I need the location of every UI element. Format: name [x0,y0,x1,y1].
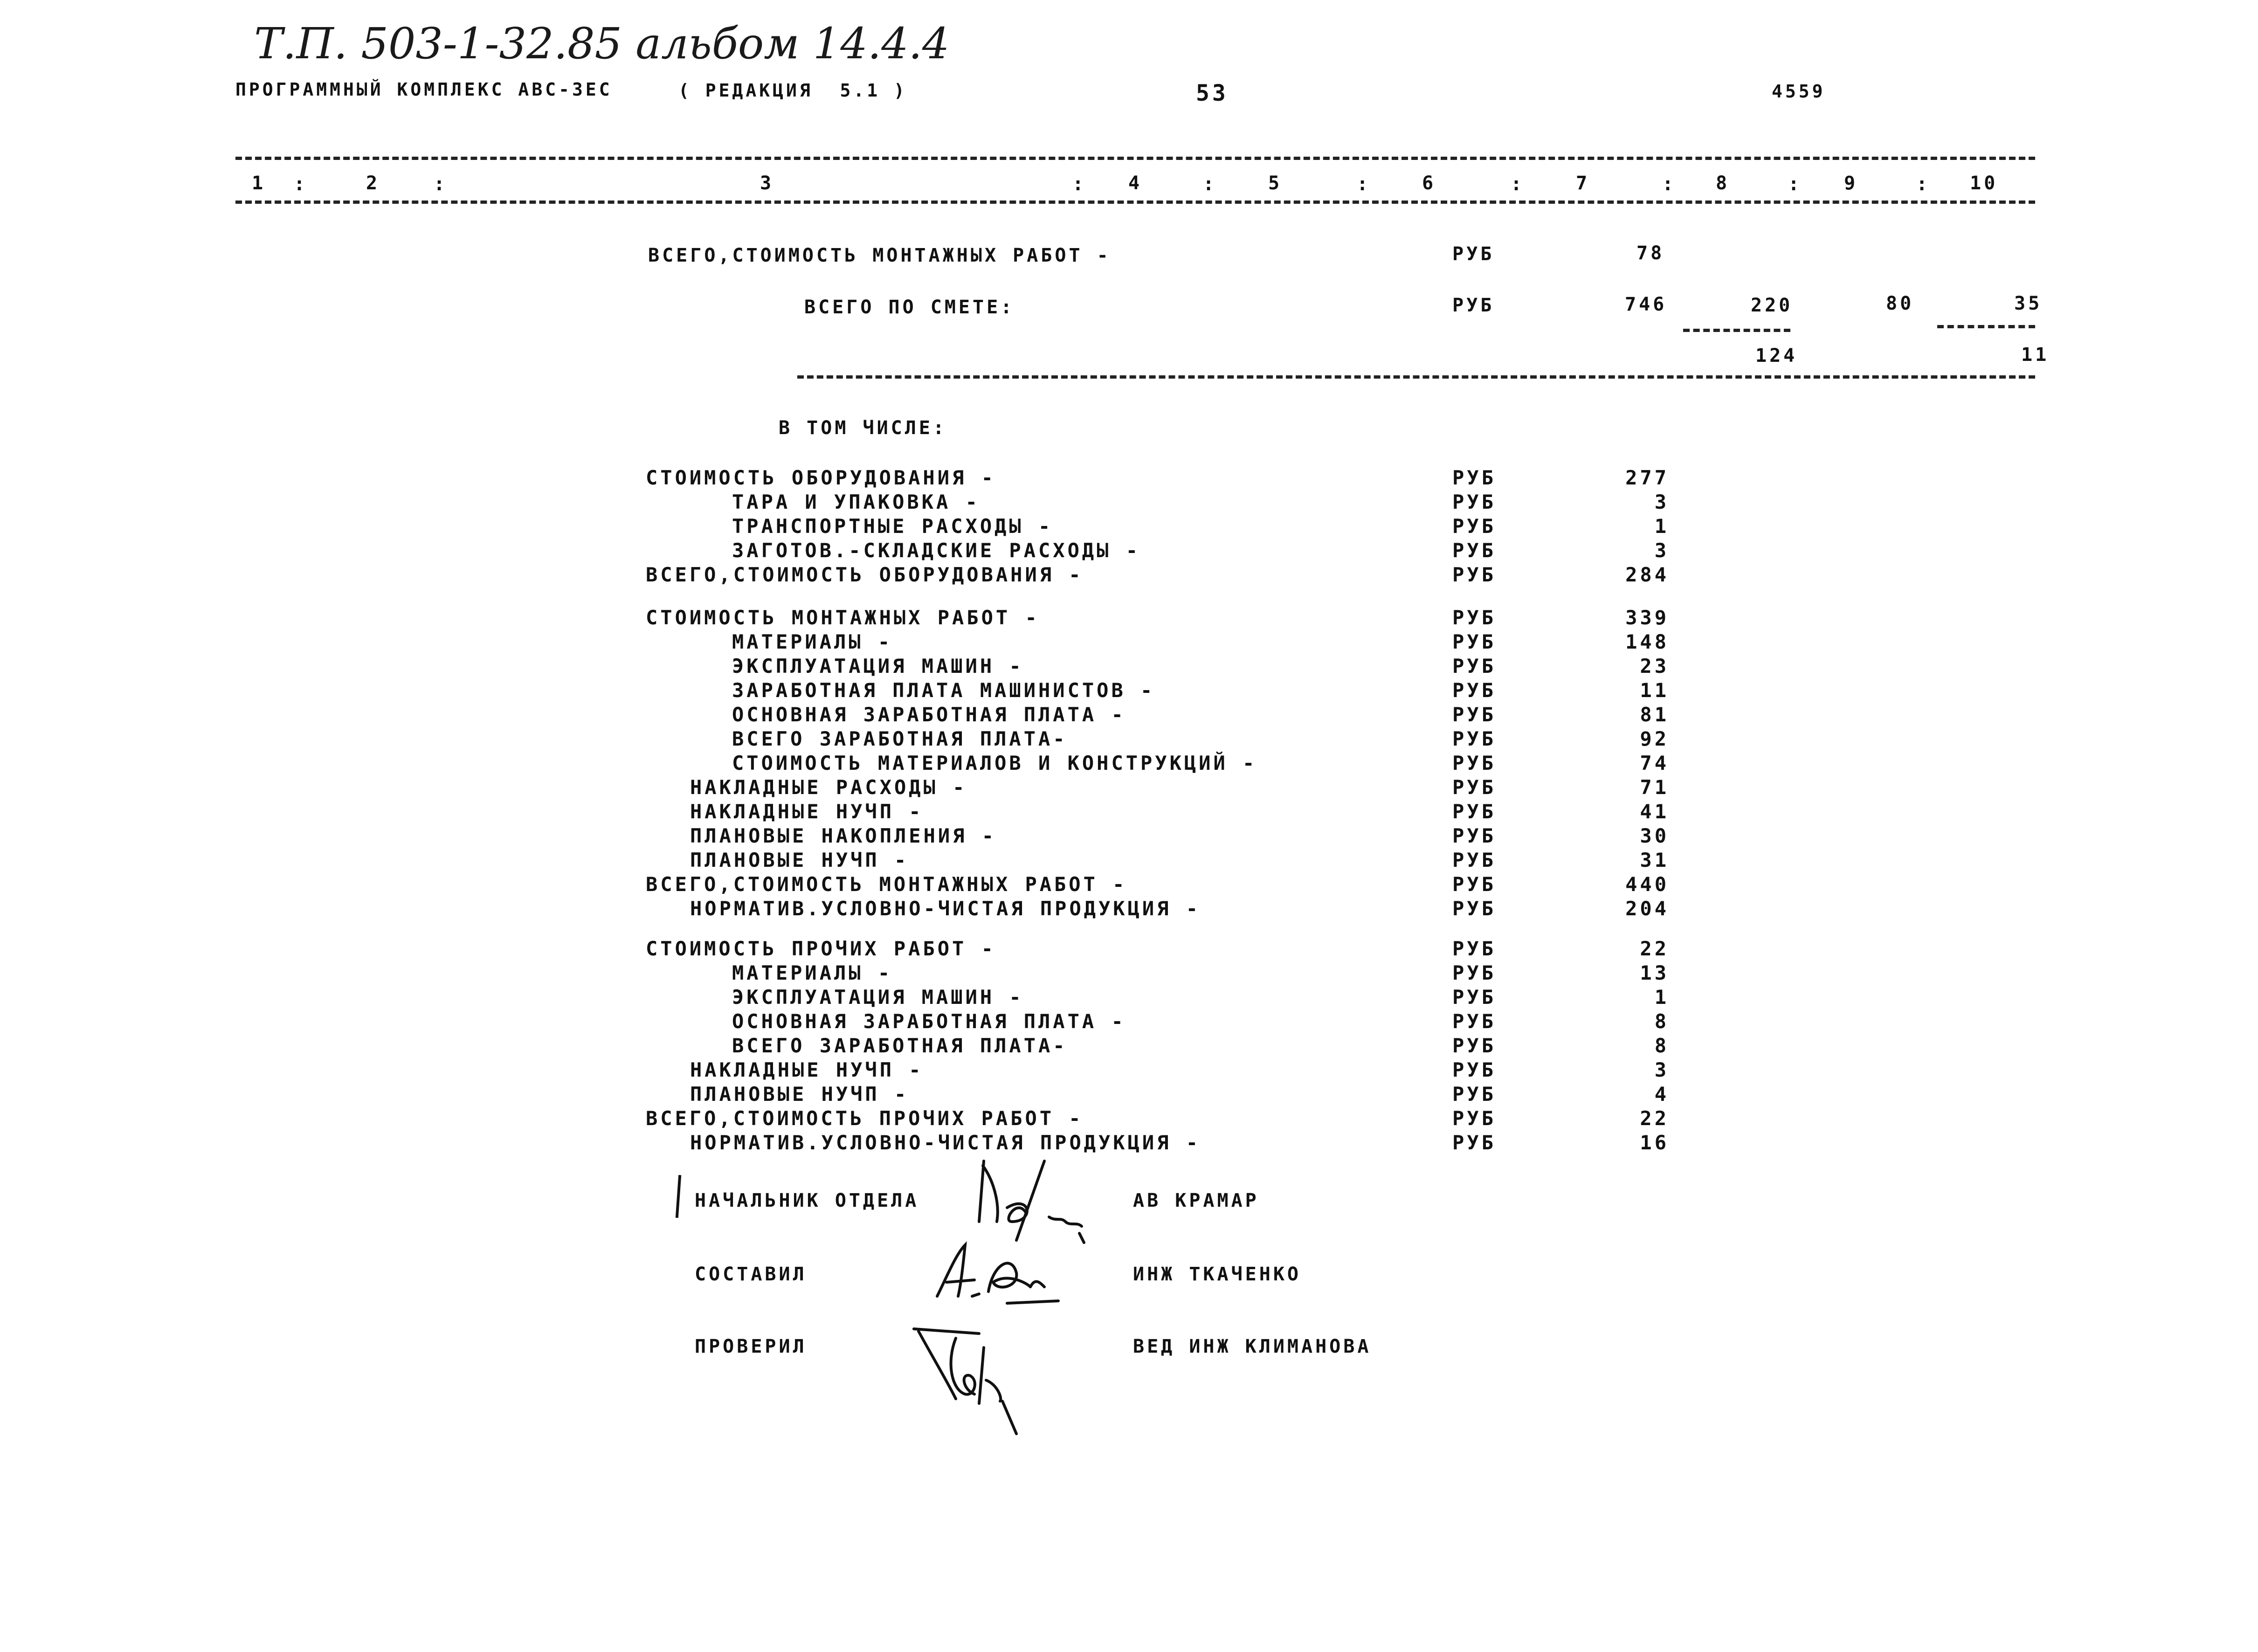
signature-role-head: НАЧАЛЬНИК ОТДЕЛА [695,1190,919,1211]
row-value: 204 [1625,897,1669,920]
row-value: 74 [1640,752,1669,774]
column-9-value: 80 [1886,293,1914,314]
header-top-rule [235,157,2035,160]
row-unit: РУБ [1452,539,1496,562]
row-value: 440 [1625,873,1669,896]
row-label: ВСЕГО,СТОИМОСТЬ МОНТАЖНЫХ РАБОТ - [646,873,1127,896]
row-value: 284 [1625,563,1669,586]
header-bottom-rule [235,200,2035,204]
row-label: ВСЕГО ЗАРАБОТНАЯ ПЛАТА- [732,1034,1068,1057]
document-number: 4559 [1772,81,1826,102]
row-unit: РУБ [1452,515,1496,538]
column-number-10: 10 [1970,173,1998,194]
estimate-total-unit: РУБ [1452,295,1495,316]
row-unit: РУБ [1452,703,1496,726]
row-unit: РУБ [1452,824,1496,847]
row-label: НАКЛАДНЫЕ НУЧП - [690,1058,924,1081]
row-value: 339 [1625,606,1669,629]
row-unit: РУБ [1452,466,1496,489]
row-label: ЗАРАБОТНАЯ ПЛАТА МАШИНИСТОВ - [732,679,1155,702]
handwritten-signature-checker [909,1320,1021,1441]
column-number-3: 3 [760,173,774,194]
row-value: 81 [1640,703,1669,726]
handwritten-signature-head [974,1152,1133,1245]
column-number-2: 2 [366,173,380,194]
signature-name-compiler: ИНЖ ТКАЧЕНКО [1133,1264,1301,1285]
column-number-6: 6 [1422,173,1436,194]
row-value: 4 [1654,1083,1669,1106]
handwritten-title: Т.П. 503-1-32.85 альбом 14.4.4 [254,19,950,69]
row-label: ПЛАНОВЫЕ НУЧП - [690,849,909,871]
column-10-top-value: 35 [2014,293,2043,314]
row-value: 1 [1654,515,1669,538]
fraction-rule-col8 [1683,329,1790,332]
signature-name-checker: ВЕД ИНЖ КЛИМАНОВА [1133,1336,1372,1357]
row-unit: РУБ [1452,937,1496,960]
row-label: НОРМАТИВ.УСЛОВНО-ЧИСТАЯ ПРОДУКЦИЯ - [690,897,1201,920]
row-unit: РУБ [1452,849,1496,871]
row-label: НАКЛАДНЫЕ НУЧП - [690,800,924,823]
montage-total-value: 78 [1637,242,1665,264]
row-unit: РУБ [1452,606,1496,629]
row-unit: РУБ [1452,1131,1496,1154]
row-label: ЭКСПЛУАТАЦИЯ МАШИН - [732,986,1024,1009]
row-label: ТРАНСПОРТНЫЕ РАСХОДЫ - [732,515,1053,538]
column-8-top-value: 220 [1751,295,1793,316]
estimate-total-value: 746 [1625,294,1667,315]
column-separator: : [1511,173,1525,195]
column-separator: : [434,173,448,195]
column-number-5: 5 [1268,173,1283,194]
row-label: ТАРА И УПАКОВКА - [732,491,980,513]
estimate-total-label: ВСЕГО ПО СМЕТЕ: [804,297,1015,318]
row-value: 277 [1625,466,1669,489]
row-value: 13 [1640,961,1669,984]
row-unit: РУБ [1452,752,1496,774]
row-unit: РУБ [1452,873,1496,896]
row-label: ОСНОВНАЯ ЗАРАБОТНАЯ ПЛАТА - [732,703,1126,726]
signature-role-compiler: СОСТАВИЛ [695,1264,807,1285]
row-value: 23 [1640,655,1669,677]
signature-name-head: АВ КРАМАР [1133,1190,1259,1211]
column-separator: : [1788,173,1802,195]
column-number-9: 9 [1844,173,1858,194]
row-value: 3 [1654,539,1669,562]
row-unit: РУБ [1452,1107,1496,1130]
row-label: СТОИМОСТЬ ОБОРУДОВАНИЯ - [646,466,996,489]
column-number-7: 7 [1576,173,1590,194]
row-value: 11 [1640,679,1669,702]
row-value: 3 [1654,491,1669,513]
row-value: 16 [1640,1131,1669,1154]
handwritten-signature-compiler [918,1236,1068,1310]
signature-margin-mark [676,1175,681,1218]
column-separator: : [294,173,308,195]
row-label: ВСЕГО,СТОИМОСТЬ ОБОРУДОВАНИЯ - [646,563,1084,586]
row-label: СТОИМОСТЬ МАТЕРИАЛОВ И КОНСТРУКЦИЙ - [732,752,1257,774]
fraction-rule-col10 [1937,325,2035,328]
edition-label: ( РЕДАКЦИЯ 5.1 ) [678,80,907,101]
row-unit: РУБ [1452,776,1496,799]
row-value: 30 [1640,824,1669,847]
row-unit: РУБ [1452,727,1496,750]
row-value: 22 [1640,937,1669,960]
column-number-4: 4 [1128,173,1143,194]
column-separator: : [1072,173,1087,195]
including-label: В ТОМ ЧИСЛЕ: [779,417,947,439]
row-value: 41 [1640,800,1669,823]
column-separator: : [1203,173,1217,195]
row-label: НОРМАТИВ.УСЛОВНО-ЧИСТАЯ ПРОДУКЦИЯ - [690,1131,1201,1154]
row-label: СТОИМОСТЬ МОНТАЖНЫХ РАБОТ - [646,606,1040,629]
row-unit: РУБ [1452,1083,1496,1106]
row-value: 148 [1625,630,1669,653]
row-value: 1 [1654,986,1669,1009]
row-unit: РУБ [1452,1058,1496,1081]
column-separator: : [1916,173,1931,195]
row-label: СТОИМОСТЬ ПРОЧИХ РАБОТ - [646,937,996,960]
row-value: 3 [1654,1058,1669,1081]
row-unit: РУБ [1452,630,1496,653]
row-label: МАТЕРИАЛЫ - [732,630,893,653]
column-separator: : [1357,173,1371,195]
montage-total-label: ВСЕГО,СТОИМОСТЬ МОНТАЖНЫХ РАБОТ - [648,245,1111,266]
row-value: 71 [1640,776,1669,799]
row-unit: РУБ [1452,1010,1496,1033]
row-value: 92 [1640,727,1669,750]
row-label: ЭКСПЛУАТАЦИЯ МАШИН - [732,655,1024,677]
row-unit: РУБ [1452,961,1496,984]
row-value: 31 [1640,849,1669,871]
column-8-bottom-value: 124 [1755,345,1798,366]
row-label: ВСЕГО,СТОИМОСТЬ ПРОЧИХ РАБОТ - [646,1107,1084,1130]
column-number-1: 1 [252,173,266,194]
row-unit: РУБ [1452,491,1496,513]
row-value: 22 [1640,1107,1669,1130]
row-label: МАТЕРИАЛЫ - [732,961,893,984]
row-label: ВСЕГО ЗАРАБОТНАЯ ПЛАТА- [732,727,1068,750]
montage-total-unit: РУБ [1452,243,1495,265]
row-unit: РУБ [1452,800,1496,823]
row-unit: РУБ [1452,563,1496,586]
row-label: ПЛАНОВЫЕ НАКОПЛЕНИЯ - [690,824,997,847]
row-unit: РУБ [1452,679,1496,702]
row-value: 8 [1654,1034,1669,1057]
column-number-8: 8 [1716,173,1730,194]
row-label: ЗАГОТОВ.-СКЛАДСКИЕ РАСХОДЫ - [732,539,1141,562]
row-unit: РУБ [1452,1034,1496,1057]
row-value: 8 [1654,1010,1669,1033]
row-unit: РУБ [1452,897,1496,920]
column-10-bottom-value: 11 [2021,344,2050,366]
program-name: ПРОГРАММНЫЙ КОМПЛЕКС АВС-3ЕС [235,79,613,100]
row-unit: РУБ [1452,986,1496,1009]
row-label: ПЛАНОВЫЕ НУЧП - [690,1083,909,1106]
signature-role-checker: ПРОВЕРИЛ [695,1336,807,1357]
summary-rule [797,375,2035,379]
column-separator: : [1662,173,1677,195]
page-number: 53 [1196,80,1229,106]
row-label: НАКЛАДНЫЕ РАСХОДЫ - [690,776,967,799]
row-unit: РУБ [1452,655,1496,677]
row-label: ОСНОВНАЯ ЗАРАБОТНАЯ ПЛАТА - [732,1010,1126,1033]
